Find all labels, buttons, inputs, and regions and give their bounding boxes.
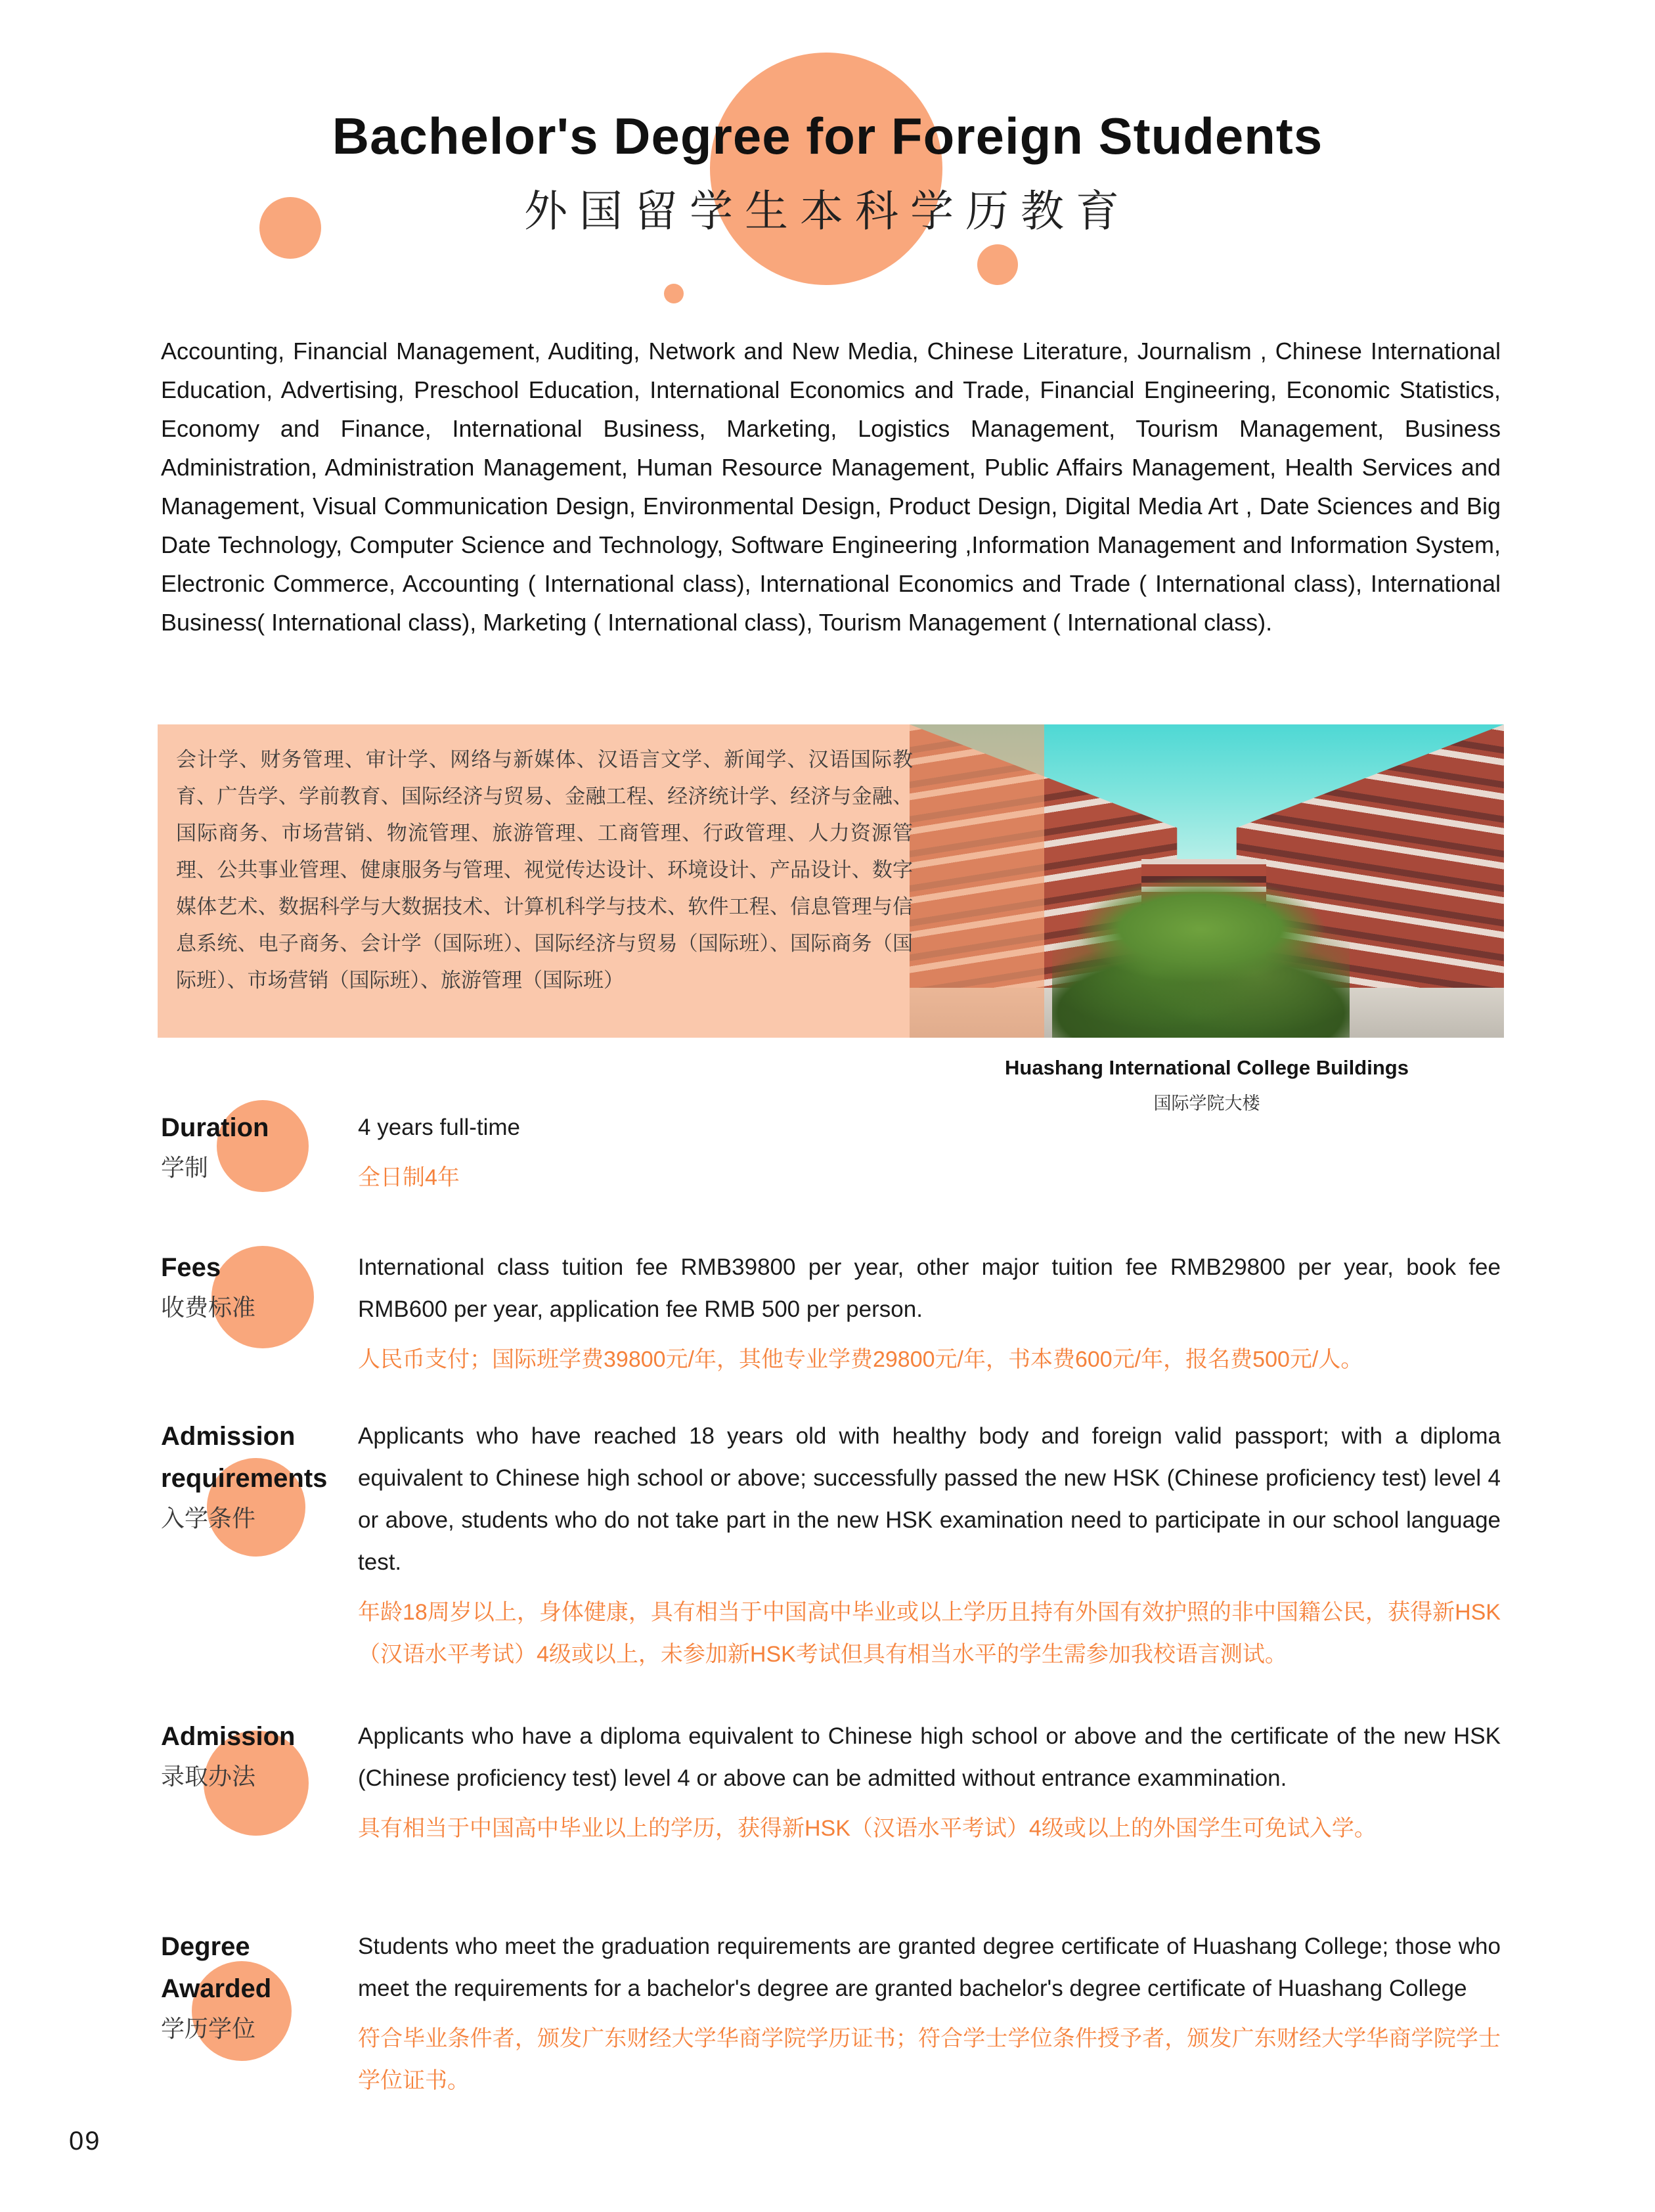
section-degree-awarded [161, 1926, 1501, 2102]
section-body-english: International class tuition fee RMB39800 per year, other major tuition fee RMB29800 per year, book fee RMB600 per year, application fee RMB 500 per person. [358, 1254, 1501, 1322]
section-body [358, 1247, 1501, 1381]
deco-circle-large [710, 53, 942, 285]
section-label [161, 1926, 358, 2048]
section-body-chinese: 具有相当于中国高中毕业以上的学历，获得新HSK（汉语水平考试）4级或以上的外国学生可免试入学。 [358, 1816, 1377, 1841]
section-body [358, 1926, 1501, 2102]
section-body [358, 1107, 1501, 1199]
section-label-english: Fees [161, 1253, 221, 1282]
section-label [161, 1415, 358, 1537]
section-label [161, 1715, 358, 1796]
photo-caption-chinese: 国际学院大楼 [1153, 1094, 1260, 1113]
section-label-english: Degree Awarded [161, 1932, 272, 2003]
page-title: Bachelor's Degree for Foreign Students [332, 107, 1323, 165]
deco-circle-right [977, 244, 1018, 285]
photo-bamboo-grove [1052, 868, 1350, 1038]
deco-circle-dot [664, 284, 684, 303]
section-body [358, 1415, 1501, 1675]
section-fees [161, 1247, 1501, 1381]
section-admission [161, 1715, 1501, 1849]
majors-box-chinese [158, 724, 1044, 1038]
page-number: 09 [69, 2127, 101, 2156]
section-body-english: Applicants who have a diploma equivalent to Chinese high school or above and the certificate of the new HSK (Chinese proficiency test) level 4 or above can be admitted without entrance exammination. [358, 1723, 1501, 1791]
section-body-chinese: 人民币支付；国际班学费39800元/年，其他专业学费29800元/年，书本费600元/年，报名费500元/人。 [358, 1347, 1363, 1372]
section-body-english: Applicants who have reached 18 years old with healthy body and foreign valid passport; with a diploma equivalent to Chinese high school or above; successfully passed the new HSK (Chinese proficiency test) level 4 or above, students who do not take part in the new HSK examination need to participate in our school language test. [358, 1423, 1501, 1575]
section-label-english: Duration [161, 1113, 269, 1142]
section-body [358, 1715, 1501, 1849]
section-duration [161, 1107, 1501, 1199]
section-body-english: Students who meet the graduation requirements are granted degree certificate of Huashang College; those who meet the requirements for a bachelor's degree are granted bachelor's degree certificate of Huashang College [358, 1934, 1501, 2001]
section-body-chinese: 符合毕业条件者，颁发广东财经大学华商学院学历证书；符合学士学位条件授予者，颁发广东财经大学华商学院学士学位证书。 [358, 2026, 1501, 2093]
page-subtitle-chinese: 外国留学生本科学历教育 [524, 187, 1131, 235]
photo-caption-english: Huashang International College Buildings [1005, 1056, 1409, 1079]
section-label [161, 1247, 358, 1327]
section-body-english: 4 years full-time [358, 1115, 521, 1140]
majors-paragraph-english: Accounting, Financial Management, Auditing, Network and New Media, Chinese Literature, Journalism , Chinese International Education, Advertising, Preschool Education, International Economics and Trade, Financial Engineering, Economic Statistics, Economy and Finance, International Business, Marketing, Logistics Management, Tourism Management, Business Administration, Administration Management, Human Resource Management, Public Affairs Management, Health Services and Management, Visual Communication Design, Environmental Design, Product Design, Digital Media Art , Date Sciences and Big Date Technology, Computer Science and Technology, Software Engineering ,Information Management and Information System, Electronic Commerce, Accounting ( International class), International Economics and Trade ( International class), International Business( International class), Marketing ( International class), Tourism Management ( International class). [161, 338, 1501, 636]
section-label-chinese: 入学条件 [161, 1505, 256, 1532]
section-label-english: Admission [161, 1722, 296, 1751]
section-label-chinese: 录取办法 [161, 1763, 256, 1790]
section-admission-requirements [161, 1415, 1501, 1675]
section-label [161, 1107, 358, 1187]
section-label-english: Admission requirements [161, 1422, 328, 1493]
section-body-chinese: 全日制4年 [358, 1165, 460, 1190]
section-body-chinese: 年龄18周岁以上，身体健康，具有相当于中国高中毕业或以上学历且持有外国有效护照的非中国籍公民，获得新HSK（汉语水平考试）4级或以上，未参加新HSK考试但具有相当水平的学生需参加我校语言测试。 [358, 1600, 1501, 1667]
section-label-chinese: 学历学位 [161, 2015, 256, 2042]
section-label-chinese: 收费标准 [161, 1294, 256, 1321]
majors-text-chinese: 会计学、财务管理、审计学、网络与新媒体、汉语言文学、新闻学、汉语国际教育、广告学、学前教育、国际经济与贸易、金融工程、经济统计学、经济与金融、国际商务、市场营销、物流管理、旅游管理、工商管理、行政管理、人力资源管理、公共事业管理、健康服务与管理、视觉传达设计、环境设计、产品设计、数字媒体艺术、数据科学与大数据技术、计算机科学与技术、软件工程、信息管理与信息系统、电子商务、会计学（国际班）、国际经济与贸易（国际班）、国际商务（国际班）、市场营销（国际班）、旅游管理（国际班） [176, 748, 913, 992]
section-label-chinese: 学制 [161, 1154, 209, 1181]
